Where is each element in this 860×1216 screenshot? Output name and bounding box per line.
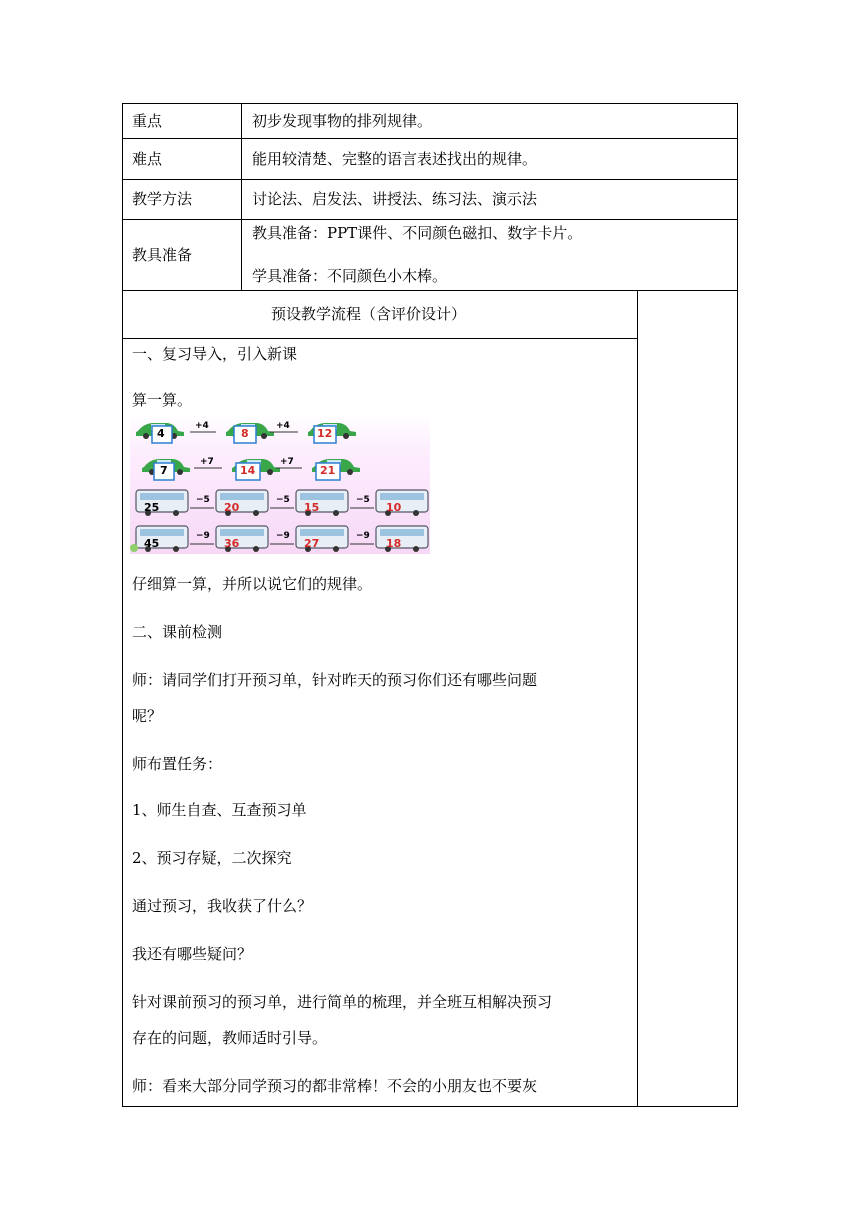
number-label: 25 [144, 501, 160, 514]
lesson-plan-table [122, 103, 738, 1107]
number-label: 12 [317, 427, 333, 440]
number-label: 36 [224, 537, 240, 550]
operation-label: −9 [196, 531, 210, 541]
paragraph: 我还有哪些疑问？ [132, 945, 253, 963]
row-divider [122, 290, 738, 291]
number-label: 10 [386, 501, 402, 514]
number-label: 14 [240, 464, 256, 477]
row-divider [122, 179, 738, 180]
paragraph: 师布置任务： [132, 755, 223, 773]
number-label: 4 [157, 427, 165, 440]
number-label: 21 [320, 464, 336, 477]
paragraph: 通过预习，我收获了什么？ [132, 897, 313, 915]
operation-label: −5 [196, 495, 210, 505]
row-content-difficulty: 能用较清楚、完整的语言表述找出的规律。 [252, 150, 538, 168]
operation-label: +7 [200, 457, 214, 467]
row-content-method: 讨论法、启发法、讲授法、练习法、演示法 [252, 190, 538, 208]
row-divider [122, 219, 738, 220]
number-label: 18 [386, 537, 402, 550]
paragraph: 呢？ [132, 707, 163, 725]
paragraph: 师：请同学们打开预习单，针对昨天的预习你们还有哪些问题 [132, 671, 538, 689]
flower-icon [130, 544, 138, 552]
paragraph: 仔细算一算，并所以说它们的规律。 [132, 575, 373, 593]
number-label: 15 [304, 501, 320, 514]
column-divider [637, 290, 638, 1107]
operation-label: −9 [356, 531, 370, 541]
operation-label: +4 [276, 421, 290, 431]
operation-label: −5 [356, 495, 370, 505]
operation-label: −9 [276, 531, 290, 541]
list-item: 2、预习存疑，二次探究 [132, 849, 292, 867]
paragraph: 算一算。 [132, 391, 193, 409]
row-divider [122, 338, 638, 339]
paragraph: 师：看来大部分同学预习的都非常棒！不会的小朋友也不要灰 [132, 1077, 538, 1095]
column-divider [241, 103, 242, 290]
row-content-materials-2: 学具准备：不同颜色小木棒。 [252, 267, 448, 285]
row-divider [122, 138, 738, 139]
section-title-precheck: 二、课前检测 [132, 623, 223, 641]
number-label: 7 [160, 464, 168, 477]
number-label: 20 [224, 501, 240, 514]
row-label-materials: 教具准备 [132, 246, 193, 264]
number-label: 45 [144, 537, 160, 550]
pattern-picture [130, 414, 430, 554]
row-label-method: 教学方法 [132, 190, 193, 208]
row-label-difficulty: 难点 [132, 150, 163, 168]
bus-icon [376, 526, 428, 552]
operation-label: +4 [195, 421, 209, 431]
number-label: 27 [304, 537, 320, 550]
section-title-review: 一、复习导入，引入新课 [132, 345, 298, 363]
row-content-materials-1: 教具准备：PPT课件、不同颜色磁扣、数字卡片。 [252, 224, 583, 242]
bus-icon [376, 490, 428, 516]
number-label: 8 [241, 427, 249, 440]
list-item: 1、师生自查、互查预习单 [132, 801, 307, 819]
operation-label: −5 [276, 495, 290, 505]
row-content-key-point: 初步发现事物的排列规律。 [252, 112, 433, 130]
paragraph: 针对课前预习的预习单，进行简单的梳理，并全班互相解决预习 [132, 993, 553, 1011]
operation-label: +7 [280, 457, 294, 467]
paragraph: 存在的问题，教师适时引导。 [132, 1029, 328, 1047]
flow-header: 预设教学流程（含评价设计） [271, 305, 467, 323]
row-label-key-point: 重点 [132, 112, 163, 130]
